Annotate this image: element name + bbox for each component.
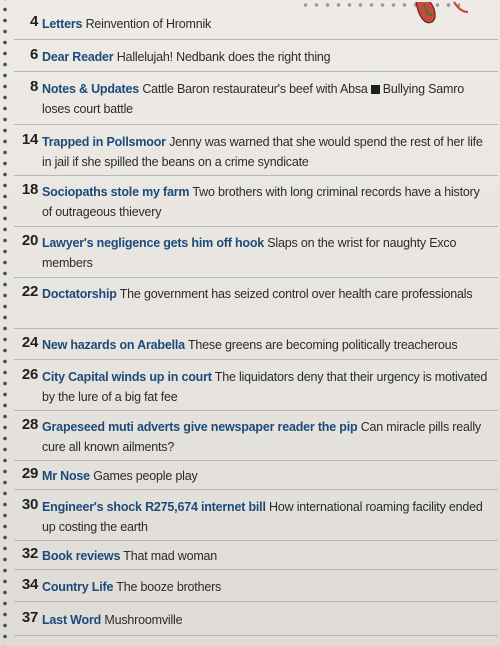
entry-description: Hallelujah! Nedbank does the right thing	[116, 50, 331, 64]
toc-entry[interactable]	[14, 545, 498, 567]
entry-description: That mad woman	[123, 549, 218, 563]
entry-text	[42, 132, 492, 172]
page-number: 30	[21, 496, 38, 513]
binding-dots-left	[0, 0, 10, 646]
entry-heading: Engineer's shock R275,674 internet bill	[42, 500, 266, 514]
divider	[14, 601, 498, 602]
entry-description: The liquidators deny that their urgency is motivated by the lure of a big fat fee	[42, 370, 488, 404]
toc-entry[interactable]	[14, 609, 498, 631]
entry-text	[42, 367, 492, 407]
entry-heading: Mr Nose	[42, 469, 90, 483]
page-number: 14	[21, 131, 38, 148]
divider	[14, 175, 498, 176]
entry-description: Mushroomville	[104, 613, 183, 627]
entry-text	[42, 14, 492, 34]
toc-entry[interactable]	[14, 496, 498, 540]
entry-description: Jenny was warned that she would spend the rest of her life in jail if she spilled the beans on a crime syndicate	[42, 135, 483, 169]
entry-text	[42, 577, 492, 597]
divider	[14, 124, 498, 125]
entry-heading: Book reviews	[42, 549, 121, 563]
page-number: 26	[21, 366, 38, 383]
entry-description-2: Bullying Samro loses court battle	[42, 82, 464, 116]
page-number: 28	[21, 416, 38, 433]
divider	[14, 635, 498, 636]
divider	[14, 359, 498, 360]
toc-entry[interactable]	[14, 181, 498, 225]
divider	[14, 328, 498, 329]
entry-heading: Notes & Updates	[42, 82, 140, 96]
page-number: 37	[21, 609, 38, 626]
page-number: 6	[29, 46, 38, 63]
entry-heading: Last Word	[42, 613, 102, 627]
entry-description: These greens are becoming politically treacherous	[187, 338, 458, 352]
toc-entry[interactable]	[14, 576, 498, 598]
entry-description: Slaps on the wrist for naughty Exco members	[42, 236, 457, 270]
toc-entry[interactable]	[14, 465, 498, 487]
page-number: 24	[21, 334, 38, 351]
entry-heading: Letters	[42, 17, 83, 31]
divider	[14, 410, 498, 411]
page-number: 29	[21, 465, 38, 482]
divider	[14, 569, 498, 570]
entry-description: Cattle Baron restaurateur's beef with Absa	[142, 82, 368, 96]
toc-entry[interactable]	[14, 13, 498, 35]
entry-heading: Trapped in Pollsmoor	[42, 135, 166, 149]
divider	[14, 489, 498, 490]
toc-entry[interactable]	[14, 366, 498, 410]
entry-text	[42, 335, 492, 355]
toc-entry[interactable]	[14, 416, 498, 460]
entry-heading: Grapeseed muti adverts give newspaper reader the pip	[42, 420, 358, 434]
entry-heading: New hazards on Arabella	[42, 338, 185, 352]
divider	[14, 226, 498, 227]
toc-entry[interactable]	[14, 78, 498, 122]
entry-description: The government has seized control over health care professionals	[119, 287, 473, 301]
page-number: 20	[21, 232, 38, 249]
entry-description: Two brothers with long criminal records have a history of outrageous thievery	[42, 185, 480, 219]
entry-text	[42, 546, 492, 566]
divider	[14, 460, 498, 461]
entry-description: Games people play	[93, 469, 198, 483]
page-number: 18	[21, 181, 38, 198]
toc-entry[interactable]	[14, 283, 498, 327]
divider	[14, 540, 498, 541]
entry-description: Can miracle pills really cure all known ailments?	[42, 420, 481, 454]
entry-heading: Dear Reader	[42, 50, 114, 64]
page-number: 22	[21, 283, 38, 300]
toc-entry[interactable]	[14, 232, 498, 276]
toc-entry[interactable]	[14, 46, 498, 68]
divider	[14, 71, 498, 72]
entry-description: How international roaming facility ended up costing the earth	[42, 500, 483, 534]
entry-text	[42, 284, 492, 304]
entry-text	[42, 466, 492, 486]
page-number: 4	[29, 13, 38, 30]
divider	[14, 39, 498, 40]
entry-text	[42, 79, 492, 119]
page-number: 32	[21, 545, 38, 562]
divider	[14, 277, 498, 278]
entry-description: The booze brothers	[116, 580, 222, 594]
entry-text	[42, 610, 492, 630]
entry-heading: Doctatorship	[42, 287, 117, 301]
square-bullet-icon	[371, 85, 380, 94]
toc-entry[interactable]	[14, 334, 498, 356]
entry-text	[42, 233, 492, 273]
entry-text	[42, 182, 492, 222]
entry-heading: City Capital winds up in court	[42, 370, 212, 384]
toc-entry[interactable]	[14, 131, 498, 175]
entry-description: Reinvention of Hromnik	[85, 17, 212, 31]
entry-text	[42, 497, 492, 537]
entry-text	[42, 47, 492, 67]
entry-heading: Lawyer's negligence gets him off hook	[42, 236, 265, 250]
entry-text	[42, 417, 492, 457]
page-number: 34	[21, 576, 38, 593]
entry-heading: Sociopaths stole my farm	[42, 185, 190, 199]
entry-heading: Country Life	[42, 580, 114, 594]
page-number: 8	[29, 78, 38, 95]
